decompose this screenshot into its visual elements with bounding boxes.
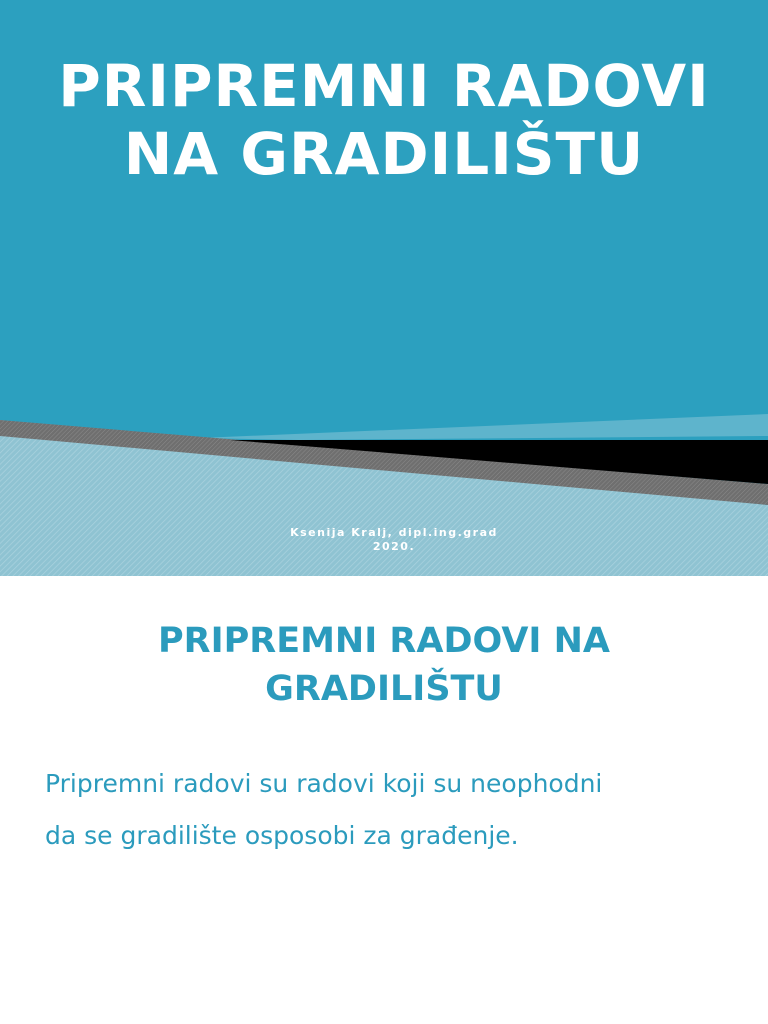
author-name: Ksenija Kralj, dipl.ing.grad <box>290 526 498 539</box>
content-title-line-2: GRADILIŠTU <box>265 669 503 709</box>
band-light-teal <box>200 414 768 440</box>
author-block <box>0 526 768 554</box>
title-line-2: NA GRADILIŠTU <box>123 120 645 188</box>
body-line-1: Pripremni radovi su radovi koji su neophodni <box>45 769 603 798</box>
content-slide-title <box>0 617 768 713</box>
title-line-1: PRIPREMNI RADOVI <box>58 52 710 120</box>
content-title-line-1: PRIPREMNI RADOVI NA <box>157 621 611 661</box>
body-line-2: da se gradilište osposobi za građenje. <box>45 821 519 850</box>
content-slide <box>0 576 768 1024</box>
content-slide-body <box>45 758 735 862</box>
author-year: 2020. <box>372 540 416 553</box>
